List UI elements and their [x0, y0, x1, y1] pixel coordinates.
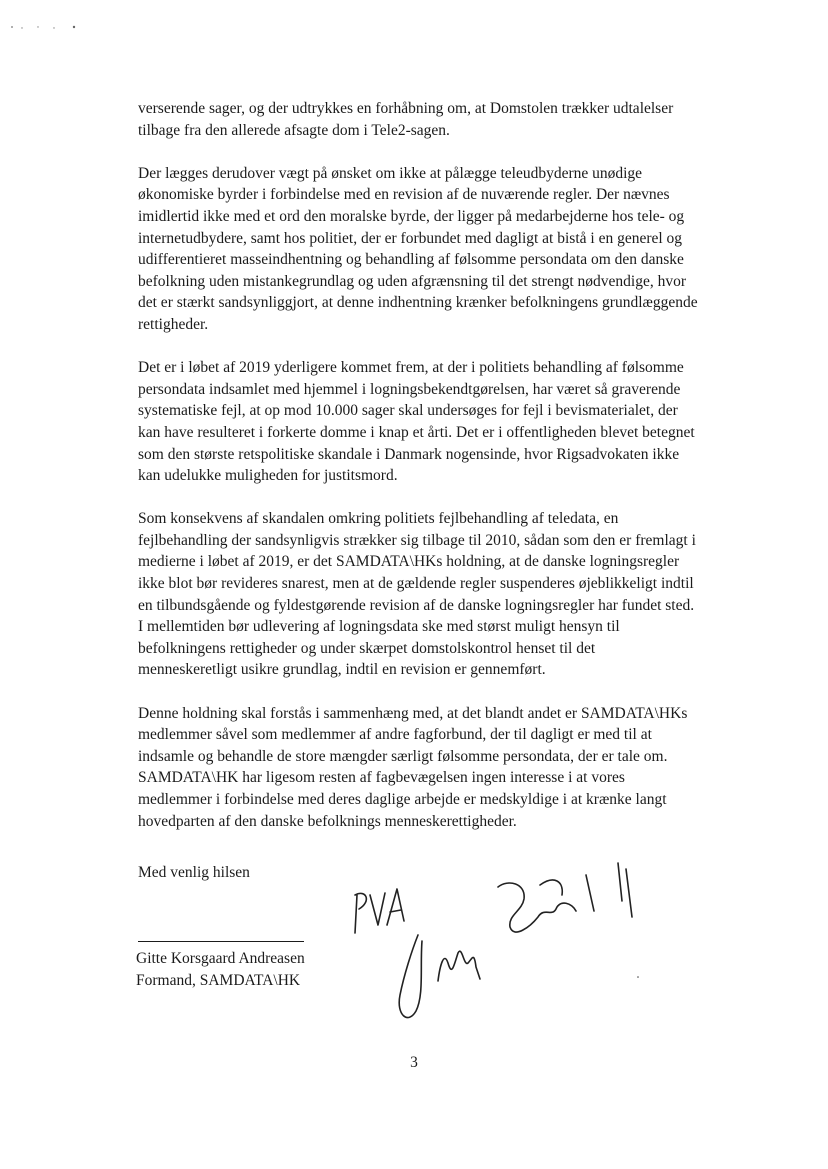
paragraph: Der lægges derudover vægt på ønsket om ikke at pålægge teleudbyderne unødige økonomiske byrder i forbindelse med en revision af de nuværende regler. Der nævnes imidlertid ikke med et ord den moralske byrde, der ligger på medarbejderne hos tele- og internetudbydere, samt hos politiet, der er forbundet med dagligt at bistå i en generel og udifferentieret masseindhentning og behandling af følsomme persondata om den danske befolkning uden mistankegrundlag og uden afgrænsning til det strengt nødvendige, hvor det er stærkt sandsynliggjort, at denne indhentning krænker befolkningens grundlæggende rettigheder. — [138, 164, 698, 333]
scan-artifact-dots — [8, 22, 88, 32]
signatory-name: Gitte Korsgaard Andreasen — [136, 950, 305, 967]
paragraph: Som konsekvens af skandalen omkring politiets fejlbehandling af teledata, en fejlbehandling der sandsynligvis strækker sig tilbage til 2010, sådan som den er fremlagt i medierne i løbet af 2019, er det SAMDATA\HKs holdning, at de danske logningsregler ikke blot bør revideres snarest, men at de gældende regler suspenderes øjeblikkeligt indtil en tilbundsgående og fyldestgørende revision af de danske logningsregler har fundet sted. I mellemtiden bør udlevering af logningsdata ske med størst muligt hensyn til befolkningens rettigheder og under skærpet domstolskontrol henset til det menneskeretligt usikre grundlag, indtil en revision er gennemført. — [138, 510, 696, 679]
closing-salutation: Med venlig hilsen — [138, 864, 250, 881]
handwritten-signature — [340, 855, 660, 1030]
signatory-block — [136, 948, 305, 991]
page-number: 3 — [410, 1054, 418, 1071]
signature-line — [138, 941, 304, 942]
signatory-title: Formand, SAMDATA\HK — [136, 971, 301, 989]
paragraph: Denne holdning skal forstås i sammenhæng med, at det blandt andet er SAMDATA\HKs medlemmer såvel som medlemmer af andre fagforbund, der til dagligt er med til at indsamle og behandle de store mængder særligt følsomme persondata, der er tale om. SAMDATA\HK har ligesom resten af fagbevægelsen ingen interesse i at vores medlemmer i forbindelse med deres daglige arbejde er medskyldige i at krænke langt hovedparten af den danske befolknings menneskerettigheder. — [138, 704, 688, 830]
letter-body — [138, 98, 698, 832]
paragraph: Det er i løbet af 2019 yderligere kommet frem, at der i politiets behandling af følsomme persondata indsamlet med hjemmel i logningsbekendtgørelsen, har været så graverende systematiske fejl, at op mod 10.000 sager skal undersøges for fejl i bevismaterialet, der kan have resulteret i forkerte domme i knap et årti. Det er i offentligheden blevet betegnet som den største retspolitiske skandale i Danmark nogensinde, hvor Rigsadvokaten ikke kan udelukke muligheden for justitsmord. — [138, 359, 695, 485]
paragraph: verserende sager, og der udtrykkes en forhåbning om, at Domstolen trækker udtalelser tilbage fra den allerede afsagte dom i Tele2-sagen. — [138, 100, 674, 139]
